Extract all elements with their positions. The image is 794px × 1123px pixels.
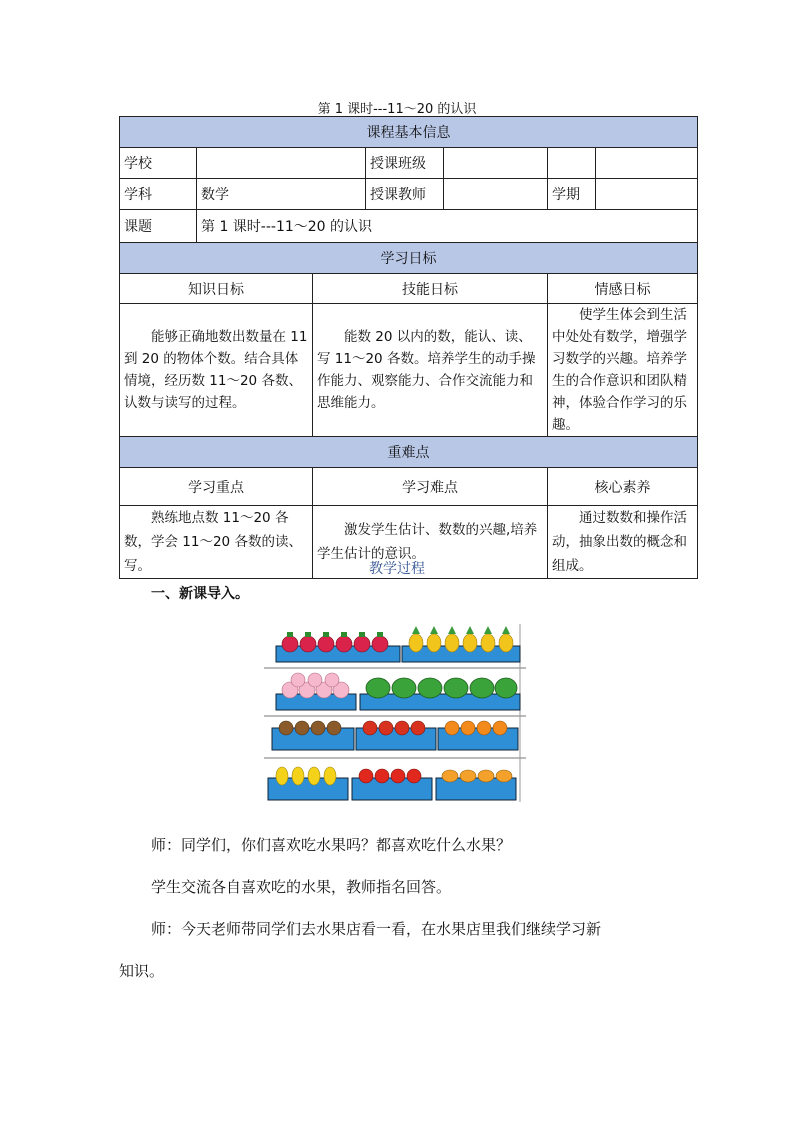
class-label: 授课班级 [366, 148, 444, 179]
class-value [444, 148, 548, 179]
fruit-shelves-image [264, 624, 528, 804]
learning-goals-header: 学习日标 [120, 243, 698, 274]
core-literacy-text: 通过数数和操作活动，抽象出数的概念和组成。 [548, 506, 698, 579]
difficulty-text: 激发学生估计、数数的兴趣,培养学生估计的意识。 [313, 506, 548, 579]
topic-value: 第 1 课时---11～20 的认识 [197, 210, 698, 243]
course-info-table [119, 116, 698, 579]
teacher-label: 授课教师 [366, 179, 444, 210]
knowledge-goal-header: 知识日标 [120, 274, 313, 304]
teaching-process-heading: 教学过程 [369, 561, 425, 577]
skill-goal-header: 技能日标 [313, 274, 548, 304]
topic-label: 课题 [120, 210, 197, 243]
term-value [596, 179, 698, 210]
basic-info-header: 课程基本信息 [120, 117, 698, 148]
section-1-heading: 一、新课导入。 [151, 586, 249, 602]
emotion-goal-header: 情感日标 [548, 274, 698, 304]
paragraph-3-continued: 知识。 [119, 962, 165, 980]
emotion-goal-text: 使学生体会到生活中处处有数学，增强学习数学的兴趣。培养学生的合作意识和团队精神，体验合作学习的乐趣。 [548, 304, 698, 437]
difficulty-header: 学习难点 [313, 468, 548, 506]
school-label: 学校 [120, 148, 197, 179]
empty-cell [548, 148, 596, 179]
term-label: 学期 [548, 179, 596, 210]
school-value [197, 148, 366, 179]
core-literacy-header: 核心素养 [548, 468, 698, 506]
subject-label: 学科 [120, 179, 197, 210]
key-point-header: 学习重点 [120, 468, 313, 506]
key-point-text: 熟练地点数 11～20 各数，学会 11～20 各数的读、写。 [120, 506, 313, 579]
empty-cell [596, 148, 698, 179]
teacher-value [444, 179, 548, 210]
knowledge-goal-text: 能够正确地数出数量在 11 到 20 的物体个数。结合具体情境，经历数 11～20 各数、认数与读写的过程。 [120, 304, 313, 437]
key-points-header: 重难点 [120, 437, 698, 468]
skill-goal-text: 能数 20 以内的数，能认、读、写 11～20 各数。培养学生的动手操作能力、观察能力、合作交流能力和思维能力。 [313, 304, 548, 437]
paragraph-1: 师：同学们，你们喜欢吃水果吗？都喜欢吃什么水果？ [151, 836, 512, 854]
document-title: 第 1 课时---11～20 的认识 [317, 102, 477, 117]
paragraph-3: 师：今天老师带同学们去水果店看一看，在水果店里我们继续学习新 [151, 920, 602, 938]
subject-value: 数学 [197, 179, 366, 210]
paragraph-2: 学生交流各自喜欢吃的水果，教师指名回答。 [151, 878, 452, 896]
